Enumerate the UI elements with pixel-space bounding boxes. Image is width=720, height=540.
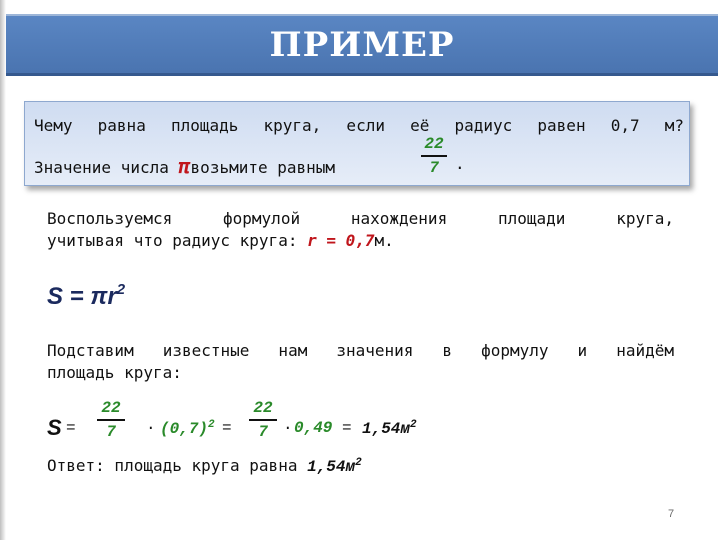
question-line-1: Чему равна площадь круга, если её радиус равен 0,7 м? xyxy=(34,116,684,135)
calc-fraction-1-numerator: 22 xyxy=(101,399,121,417)
pi-fraction-numerator: 22 xyxy=(424,135,444,153)
fraction-bar xyxy=(97,419,125,421)
calc-fraction-1 xyxy=(97,399,125,441)
title-bar xyxy=(6,14,718,76)
formula-text: S = πr xyxy=(47,283,117,310)
paragraph2-line-2: площадь круга: xyxy=(47,363,182,382)
calc-value: 0,49 xyxy=(294,419,333,437)
calc-fraction-2-numerator: 22 xyxy=(253,399,273,417)
question-suffix: возьмите равным xyxy=(190,158,336,177)
question-line-2 xyxy=(34,154,335,178)
page-number: 7 xyxy=(668,508,675,520)
pi-symbol: π xyxy=(178,154,191,178)
calc-equals-3: = xyxy=(342,419,352,437)
answer-value: 1,54м xyxy=(307,458,356,476)
formula-exponent: 2 xyxy=(116,281,126,298)
paragraph1-prefix: учитывая что радиус круга: xyxy=(47,231,298,250)
pi-fraction-denominator: 7 xyxy=(429,159,439,177)
calc-equals-2: = xyxy=(222,419,232,437)
fraction-bar xyxy=(249,419,277,421)
answer-prefix: Ответ: площадь круга равна xyxy=(47,456,298,475)
calc-s-label: S xyxy=(47,415,62,440)
radius-unit: м. xyxy=(374,231,394,250)
question-box xyxy=(24,101,690,186)
answer-line xyxy=(47,456,362,476)
paragraph-substitute xyxy=(47,340,674,384)
calc-dot-1: · xyxy=(146,419,156,437)
calc-fraction-1-denominator: 7 xyxy=(106,423,116,441)
radius-value: r = 0,7 xyxy=(307,231,375,250)
paragraph1-line-2 xyxy=(47,230,674,252)
answer-exponent: 2 xyxy=(355,457,362,469)
calc-result-exponent: 2 xyxy=(410,419,417,431)
calc-dot-2: · xyxy=(283,419,293,437)
calc-result-value: 1,54м xyxy=(362,420,411,438)
calc-term-exponent: 2 xyxy=(208,419,215,431)
fraction-bar xyxy=(421,155,447,157)
question-prefix: Значение числа xyxy=(34,158,169,177)
paragraph2-line-1: Подставим известные нам значения в формулу и найдём xyxy=(47,341,674,360)
calc-equals-1: = xyxy=(66,419,76,437)
calc-term-base: (0,7) xyxy=(160,420,209,438)
area-formula xyxy=(47,281,125,311)
calc-result xyxy=(362,419,417,438)
question-period: . xyxy=(455,154,465,173)
slide-title: ПРИМЕР xyxy=(269,25,455,65)
calc-fraction-2 xyxy=(249,399,277,441)
pi-fraction xyxy=(421,135,447,177)
paragraph-formula-intro xyxy=(47,208,674,252)
paragraph1-line-1: Воспользуемся формулой нахождения площади круга, xyxy=(47,209,674,228)
calc-term xyxy=(160,419,215,438)
left-edge-shadow xyxy=(0,0,6,540)
calc-fraction-2-denominator: 7 xyxy=(258,423,268,441)
